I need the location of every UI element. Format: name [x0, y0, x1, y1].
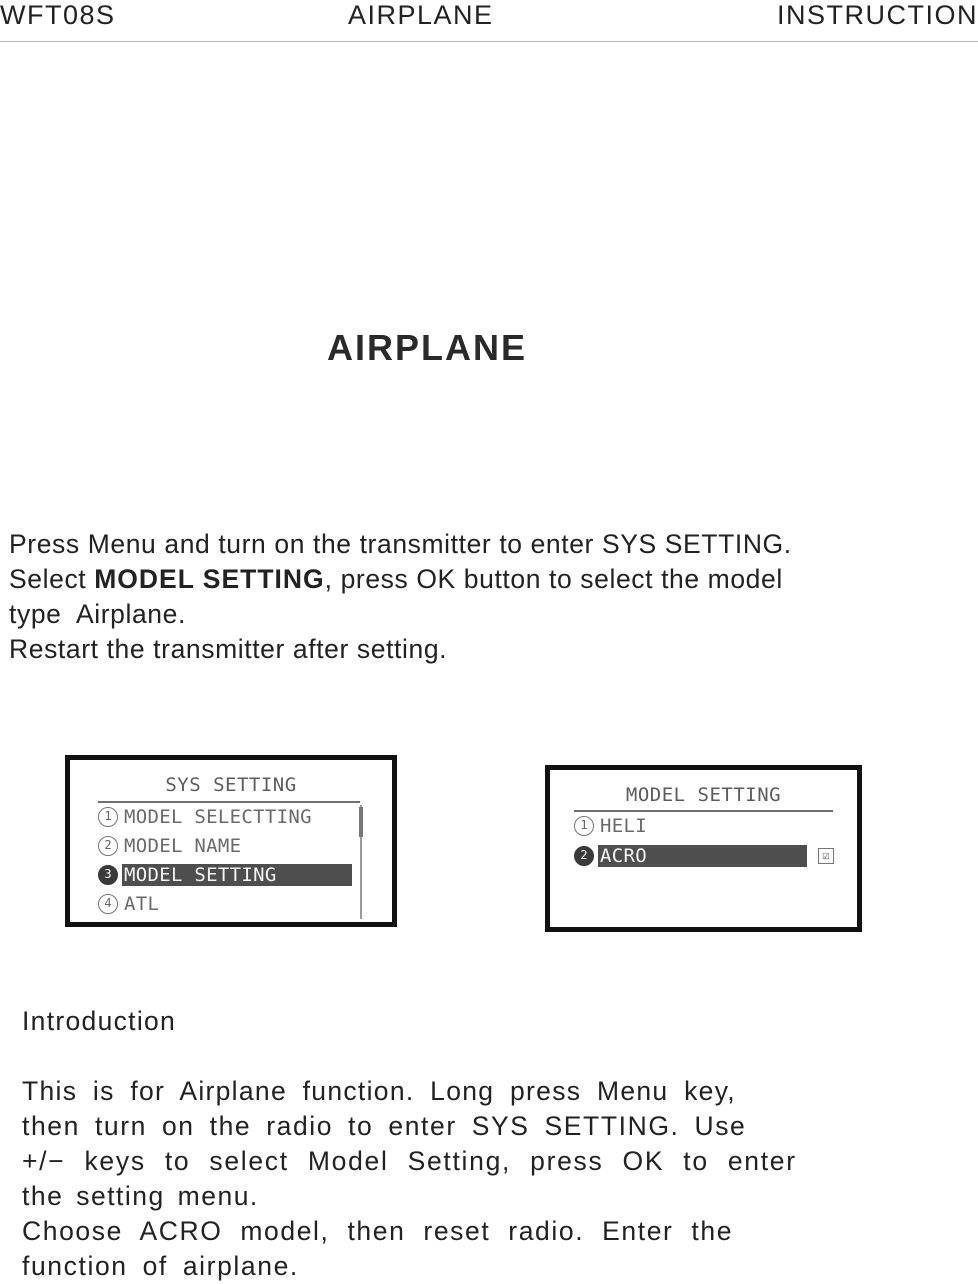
sys-setting-screen — [65, 755, 397, 927]
model-type-label: HELI — [600, 815, 647, 837]
header-model-code: WFT08S — [0, 0, 116, 30]
instruction-line-1: Press Menu and turn on the transmitter to enter SYS SETTING. — [9, 529, 792, 559]
model-type-item — [574, 813, 649, 839]
item-number-icon: 2 — [98, 836, 118, 856]
sys-menu-item-selected — [98, 862, 352, 888]
sys-menu-item — [98, 833, 243, 859]
instruction-line-2 — [9, 562, 974, 597]
sys-menu-item — [98, 804, 314, 830]
instruction-line-2-prefix: Select — [9, 564, 95, 594]
checkbox-icon: ☑ — [818, 848, 834, 864]
intro-line: the setting menu. — [22, 1181, 259, 1211]
item-number-icon: 1 — [574, 816, 594, 836]
sys-menu-item — [98, 891, 161, 917]
item-number-icon: 4 — [98, 894, 118, 914]
model-setting-title: MODEL SETTING — [625, 784, 782, 806]
header-doc-type: INSTRUCTION — [777, 0, 978, 30]
instruction-line-4: Restart the transmitter after setting. — [9, 634, 448, 664]
introduction-body — [22, 1074, 797, 1284]
setup-instructions — [9, 527, 974, 667]
page-title: AIRPLANE — [327, 327, 528, 368]
header-divider — [0, 41, 978, 42]
scrollbar-thumb — [359, 807, 363, 837]
sys-menu-item-label: MODEL SETTING — [122, 864, 352, 886]
model-setting-screen — [545, 765, 862, 932]
intro-line: then turn on the radio to enter SYS SETTING. Use — [22, 1111, 747, 1141]
instruction-line-2-suffix: , press OK button to select the model — [324, 564, 783, 594]
model-setting-divider — [574, 810, 833, 812]
header-section-title: AIRPLANE — [348, 0, 494, 30]
instruction-line-3: type Airplane. — [9, 599, 186, 629]
intro-line: function of airplane. — [22, 1251, 299, 1281]
introduction-section — [22, 1004, 176, 1039]
sys-menu-item-label: MODEL SELECTTING — [124, 806, 312, 828]
model-setting-emphasis: MODEL SETTING — [94, 564, 325, 594]
item-number-icon: 2 — [574, 846, 594, 866]
sys-menu-item-label: MODEL NAME — [124, 835, 242, 857]
sys-setting-divider — [98, 801, 360, 803]
intro-line: Choose ACRO model, then reset radio. Enter the — [22, 1216, 734, 1246]
model-type-item-selected — [574, 843, 807, 869]
item-number-icon: 3 — [98, 865, 118, 885]
intro-line: +/− keys to select Model Setting, press OK to enter — [22, 1146, 797, 1176]
intro-line: This is for Airplane function. Long press Menu key, — [22, 1076, 736, 1106]
sys-menu-item-label: ATL — [124, 893, 160, 915]
model-type-label: ACRO — [598, 845, 807, 867]
sys-setting-title: SYS SETTING — [165, 774, 297, 796]
item-number-icon: 1 — [98, 807, 118, 827]
introduction-heading: Introduction — [22, 1006, 177, 1036]
